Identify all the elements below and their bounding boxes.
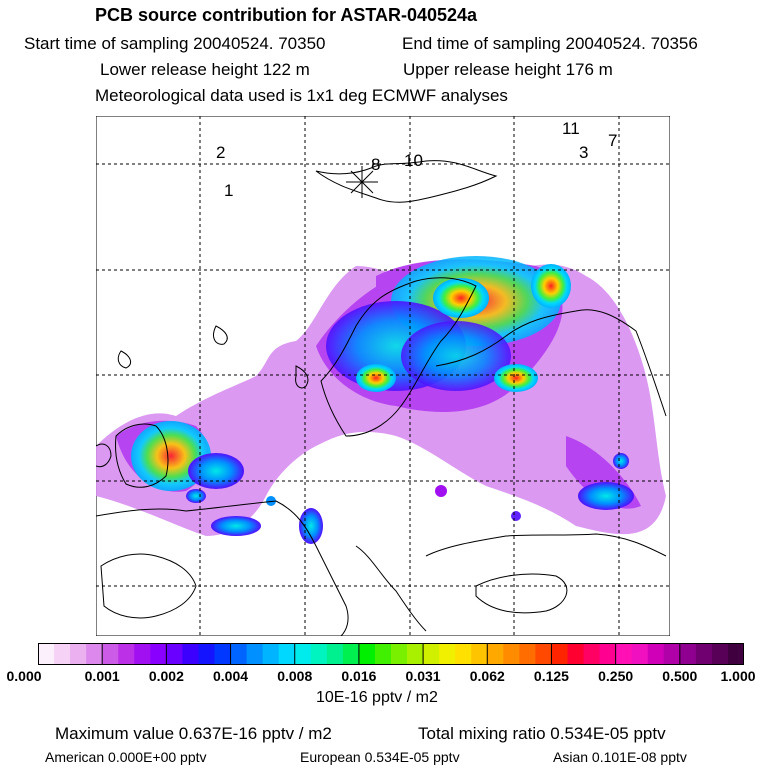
european-label: European bbox=[300, 749, 361, 765]
end-time-label: End time of sampling bbox=[402, 34, 561, 53]
station-label-10: 10 bbox=[404, 151, 423, 170]
color-swatch bbox=[519, 643, 536, 665]
color-swatch bbox=[279, 643, 296, 665]
color-swatch bbox=[551, 643, 568, 665]
color-swatch bbox=[70, 643, 87, 665]
american-contribution bbox=[45, 749, 207, 765]
total-mixing-value: 0.534E-05 pptv bbox=[550, 724, 666, 743]
color-scale-tick-label: 0.500 bbox=[662, 668, 698, 684]
station-label-1: 1 bbox=[224, 181, 234, 200]
color-swatch bbox=[648, 643, 665, 665]
color-scale-tick-label: 0.250 bbox=[598, 668, 634, 684]
american-value: 0.000E+00 pptv bbox=[108, 749, 207, 765]
color-swatch bbox=[343, 643, 360, 665]
upper-release-height bbox=[403, 60, 613, 80]
maximum-value-label: Maximum value bbox=[55, 724, 175, 743]
color-swatch bbox=[535, 643, 552, 665]
color-swatch bbox=[391, 643, 408, 665]
american-label: American bbox=[45, 749, 105, 765]
color-scale-tick-label: 0.002 bbox=[148, 668, 184, 684]
color-swatch bbox=[295, 643, 312, 665]
european-contribution bbox=[300, 749, 460, 765]
color-scale-tick-label: 0.062 bbox=[469, 668, 505, 684]
map-panel bbox=[96, 116, 670, 636]
color-swatch bbox=[182, 643, 199, 665]
color-swatch bbox=[471, 643, 488, 665]
color-swatch bbox=[263, 643, 280, 665]
upper-release-value: 176 m bbox=[565, 60, 613, 79]
asian-label: Asian bbox=[553, 749, 589, 765]
color-swatch bbox=[150, 643, 167, 665]
start-time-label: Start time of sampling bbox=[24, 34, 189, 53]
color-swatch bbox=[118, 643, 135, 665]
lower-release-value: 122 m bbox=[262, 60, 310, 79]
color-swatch bbox=[584, 643, 601, 665]
color-swatch bbox=[134, 643, 151, 665]
color-swatch bbox=[423, 643, 440, 665]
station-label-2: 2 bbox=[216, 143, 226, 162]
color-swatch bbox=[455, 643, 472, 665]
color-swatch bbox=[38, 643, 55, 665]
color-swatch bbox=[664, 643, 681, 665]
color-swatch bbox=[166, 643, 183, 665]
color-swatch bbox=[198, 643, 215, 665]
color-scale-tick-label: 1.000 bbox=[720, 668, 756, 684]
european-value: 0.534E-05 pptv bbox=[364, 749, 460, 765]
end-time bbox=[402, 34, 698, 54]
color-scale-tick-label: 0.001 bbox=[84, 668, 120, 684]
color-swatch bbox=[712, 643, 729, 665]
color-swatch bbox=[487, 643, 504, 665]
color-swatch bbox=[86, 643, 103, 665]
maximum-value bbox=[55, 724, 332, 744]
color-swatch bbox=[215, 643, 232, 665]
color-swatch bbox=[503, 643, 520, 665]
color-swatch bbox=[407, 643, 424, 665]
color-swatch bbox=[600, 643, 617, 665]
color-swatch bbox=[327, 643, 344, 665]
color-swatch bbox=[439, 643, 456, 665]
total-mixing-ratio bbox=[418, 724, 666, 744]
color-swatch bbox=[568, 643, 585, 665]
color-swatch bbox=[311, 643, 328, 665]
color-swatch bbox=[696, 643, 713, 665]
color-scale-tick-label: 0.125 bbox=[533, 668, 569, 684]
color-scale-tick-label: 0.008 bbox=[277, 668, 313, 684]
met-data-note: Meteorological data used is 1x1 deg ECMWF analyses bbox=[95, 86, 508, 105]
station-label-11: 11 bbox=[562, 119, 580, 138]
asian-contribution bbox=[553, 749, 687, 765]
station-label-3: 3 bbox=[579, 143, 589, 162]
station-label-8: 8 bbox=[371, 155, 381, 174]
color-swatch bbox=[728, 643, 744, 665]
color-swatch bbox=[54, 643, 71, 665]
station-label-7: 7 bbox=[608, 131, 618, 150]
color-swatch bbox=[616, 643, 633, 665]
color-scale-tick-label: 0.004 bbox=[213, 668, 249, 684]
maximum-value-number: 0.637E-16 pptv / m2 bbox=[178, 724, 332, 743]
lower-release-height bbox=[100, 60, 310, 80]
color-scale-tick-label: 0.000 bbox=[6, 668, 42, 684]
upper-release-label: Upper release height bbox=[403, 60, 561, 79]
asian-value: 0.101E-08 pptv bbox=[591, 749, 687, 765]
color-swatch bbox=[680, 643, 697, 665]
color-scale-unit: 10E-16 pptv / m2 bbox=[316, 689, 438, 706]
color-swatch bbox=[375, 643, 392, 665]
color-swatch bbox=[247, 643, 264, 665]
end-time-value: 20040524. 70356 bbox=[565, 34, 698, 53]
color-swatch bbox=[359, 643, 376, 665]
start-time bbox=[24, 34, 326, 54]
color-scale-bar bbox=[38, 643, 744, 665]
color-swatch bbox=[632, 643, 649, 665]
start-time-value: 20040524. 70350 bbox=[193, 34, 326, 53]
total-mixing-label: Total mixing ratio bbox=[418, 724, 546, 743]
lower-release-label: Lower release height bbox=[100, 60, 258, 79]
color-scale-tick-label: 0.016 bbox=[341, 668, 377, 684]
color-swatch bbox=[231, 643, 248, 665]
plot-title: PCB source contribution for ASTAR-040524a bbox=[95, 5, 478, 25]
color-scale-tick-label: 0.031 bbox=[405, 668, 441, 684]
color-swatch bbox=[102, 643, 119, 665]
